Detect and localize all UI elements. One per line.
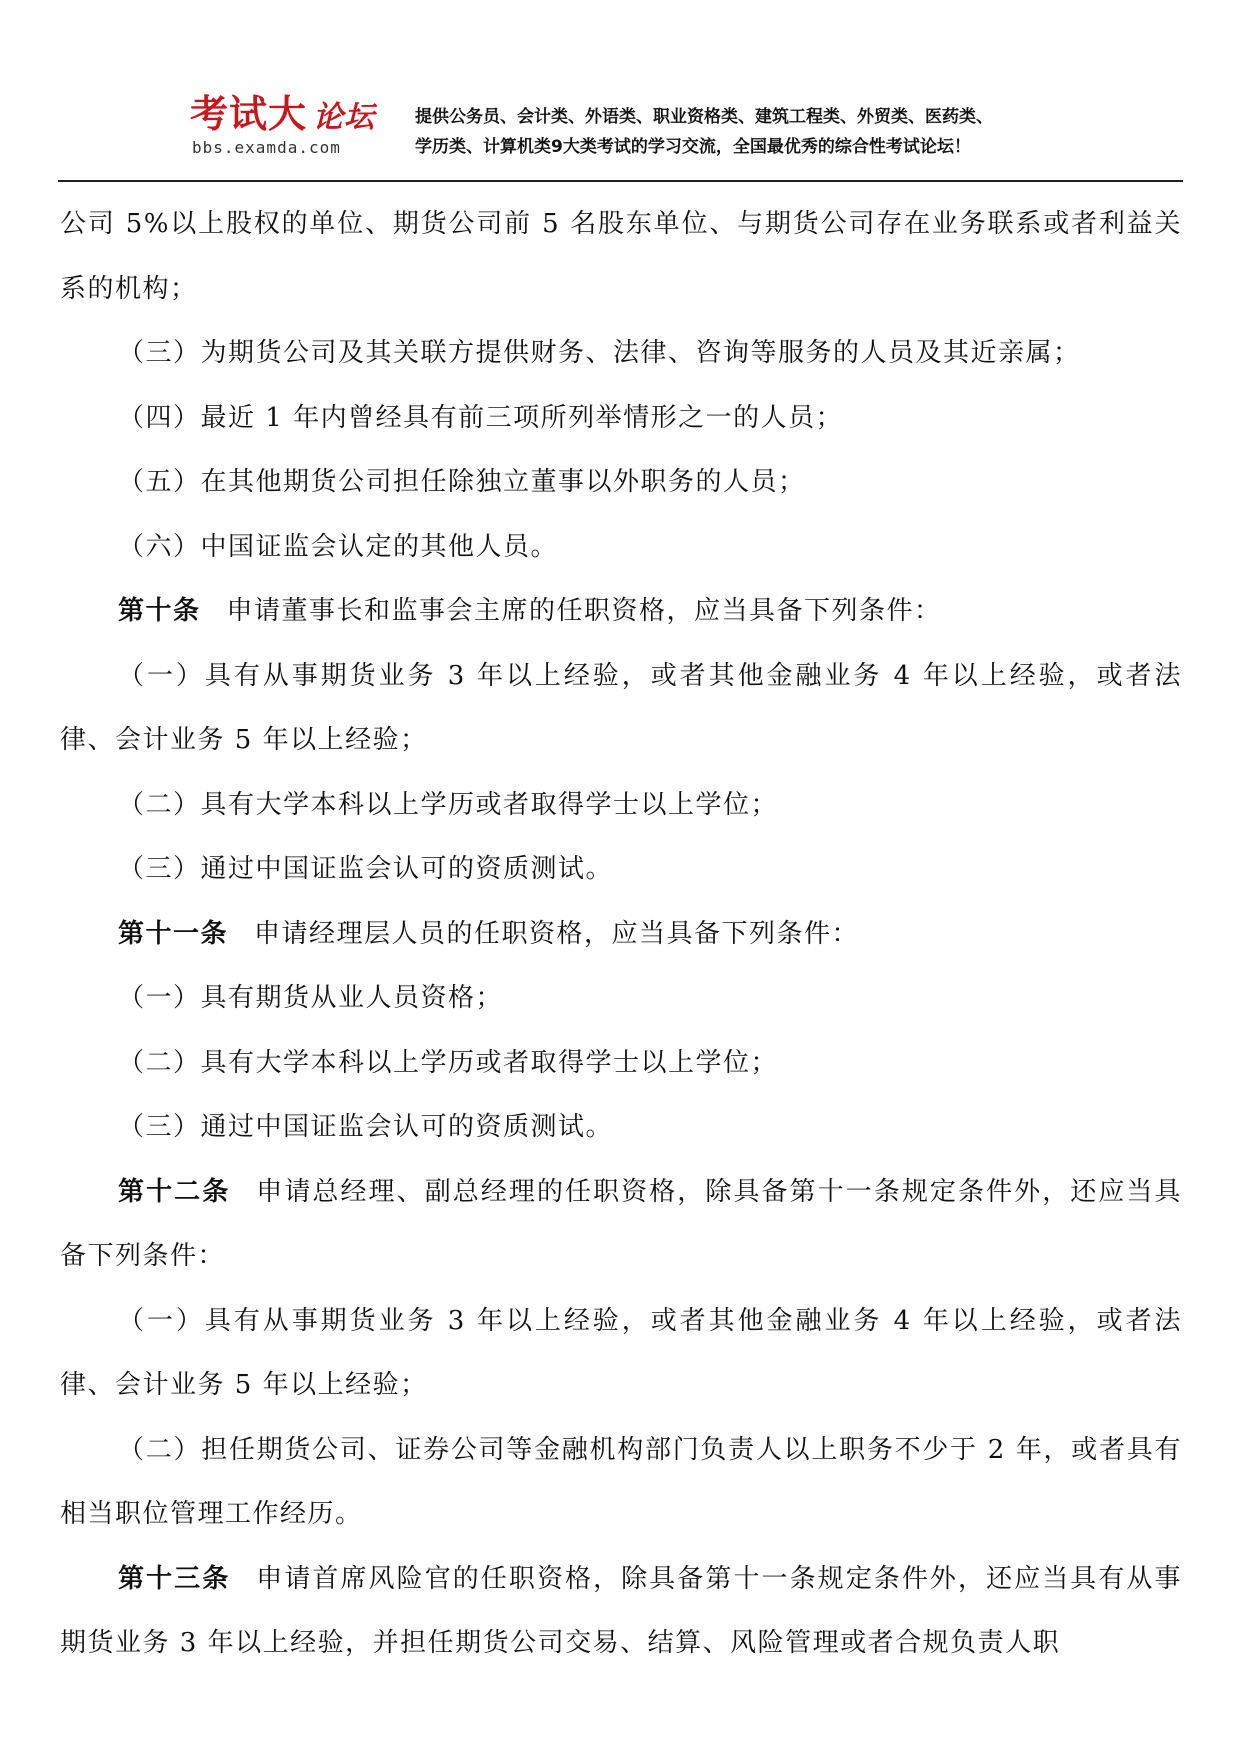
tagline-line-1: 提供公务员、会计类、外语类、职业资格类、建筑工程类、外贸类、医药类、 bbox=[415, 107, 993, 127]
article-text: 申请董事长和监事会主席的任职资格，应当具备下列条件： bbox=[226, 596, 942, 626]
article-10 bbox=[60, 579, 1182, 644]
list-item: （一）具有从事期货业务 3 年以上经验，或者其他金融业务 4 年以上经验，或者法律、会计业务 5 年以上经验； bbox=[60, 660, 1182, 755]
list-item: （二）具有大学本科以上学历或者取得学士以上学位； bbox=[118, 789, 779, 820]
article-title: 第十条 bbox=[118, 596, 201, 626]
article-title: 第十一条 bbox=[118, 918, 229, 949]
article-11 bbox=[60, 902, 1182, 967]
list-item: （二）具有大学本科以上学历或者取得学士以上学位； bbox=[118, 1047, 779, 1078]
logo-subtitle: 论坛 bbox=[313, 100, 376, 135]
tagline-line-2: 学历类、计算机类9大类考试的学习交流，全国最优秀的综合性考试论坛！ bbox=[415, 137, 971, 157]
list-item: （三）通过中国证监会认可的资质测试。 bbox=[118, 854, 614, 884]
site-logo[interactable] bbox=[190, 92, 375, 140]
article-title: 第十三条 bbox=[118, 1563, 231, 1594]
logo-url[interactable]: bbs.examda.com bbox=[192, 138, 341, 157]
list-item: （二）担任期货公司、证券公司等金融机构部门负责人以上职务不少于 2 年，或者具有相当职位管理工作经历。 bbox=[60, 1434, 1182, 1529]
site-header bbox=[190, 92, 1150, 164]
paragraph: 公司 5%以上股权的单位、期货公司前 5 名股东单位、与期货公司存在业务联系或者利益关系的机构； bbox=[60, 209, 1182, 304]
article-13 bbox=[60, 1547, 1182, 1676]
list-item: （一）具有期货从业人员资格； bbox=[118, 983, 504, 1013]
list-item: （五）在其他期货公司担任除独立董事以外职务的人员； bbox=[118, 467, 806, 497]
list-item: （四）最近 1 年内曾经具有前三项所列举情形之一的人员； bbox=[118, 402, 844, 433]
header-divider bbox=[58, 180, 1183, 182]
list-item: （六）中国证监会认定的其他人员。 bbox=[118, 531, 559, 562]
article-text: 申请经理层人员的任职资格，应当具备下列条件： bbox=[254, 918, 860, 949]
site-tagline bbox=[415, 102, 993, 162]
document-body bbox=[60, 192, 1182, 1676]
logo-title: 考试大 bbox=[190, 92, 308, 136]
article-text: 申请总经理、副总经理的任职资格，除具备第十一条规定条件外，还应当具备下列条件： bbox=[60, 1176, 1182, 1271]
list-item: （一）具有从事期货业务 3 年以上经验，或者其他金融业务 4 年以上经验，或者法律、会计业务 5 年以上经验； bbox=[60, 1305, 1182, 1400]
article-text: 申请首席风险官的任职资格，除具备第十一条规定条件外，还应当具有从事期货业务 3 年以上经验，并担任期货公司交易、结算、风险管理或者合规负责人职 bbox=[60, 1563, 1182, 1658]
list-item: （三）为期货公司及其关联方提供财务、法律、咨询等服务的人员及其近亲属； bbox=[118, 338, 1081, 368]
article-12 bbox=[60, 1160, 1182, 1289]
article-title: 第十二条 bbox=[118, 1176, 231, 1207]
list-item: （三）通过中国证监会认可的资质测试。 bbox=[118, 1112, 614, 1142]
